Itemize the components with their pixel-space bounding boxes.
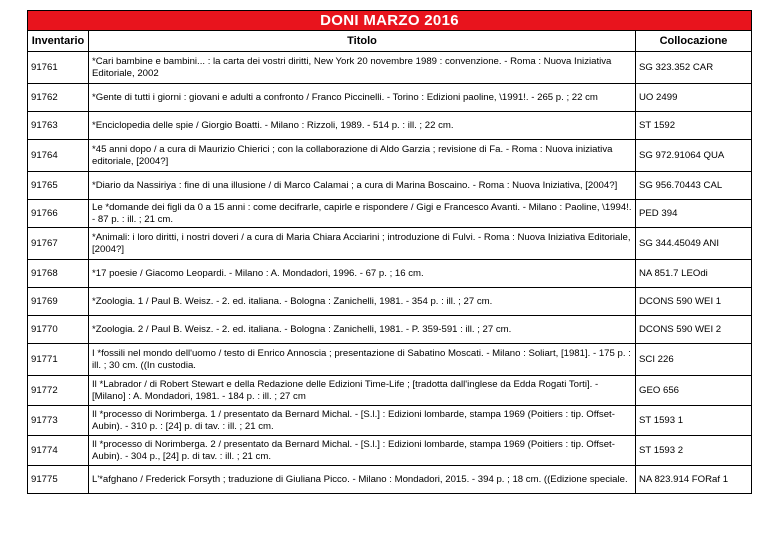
table-row	[28, 52, 752, 84]
donations-table	[27, 10, 752, 494]
inventario-cell: 91772	[28, 376, 89, 406]
header-titolo: Titolo	[89, 31, 636, 52]
table-row	[28, 344, 752, 376]
inventario-cell: 91762	[28, 84, 89, 112]
collocazione-cell: ST 1593 1	[636, 406, 752, 436]
table-row	[28, 316, 752, 344]
collocazione-cell: ST 1592	[636, 112, 752, 140]
header-collocazione: Collocazione	[636, 31, 752, 52]
table-row	[28, 406, 752, 436]
collocazione-cell: DCONS 590 WEI 1	[636, 288, 752, 316]
collocazione-cell: DCONS 590 WEI 2	[636, 316, 752, 344]
table-row	[28, 172, 752, 200]
titolo-cell: *Zoologia. 1 / Paul B. Weisz. - 2. ed. italiana. - Bologna : Zanichelli, 1981. - 354 p. : ill. ; 27 cm.	[89, 288, 636, 316]
donations-sheet	[27, 10, 751, 494]
titolo-cell: *Gente di tutti i giorni : giovani e adulti a confronto / Franco Piccinelli. - Torino : Edizioni paoline, \1991!. - 265 p. ; 22 cm	[89, 84, 636, 112]
titolo-cell: I *fossili nel mondo dell'uomo / testo di Enrico Annoscia ; presentazione di Sabatino Moscati. - Milano : Soliart, [1981]. - 175 p. : ill. ; 30 cm. ((In custodia.	[89, 344, 636, 376]
table-row	[28, 466, 752, 494]
inventario-cell: 91775	[28, 466, 89, 494]
inventario-cell: 91769	[28, 288, 89, 316]
collocazione-cell: PED 394	[636, 200, 752, 228]
collocazione-cell: SCI 226	[636, 344, 752, 376]
titolo-cell: *17 poesie / Giacomo Leopardi. - Milano : A. Mondadori, 1996. - 67 p. ; 16 cm.	[89, 260, 636, 288]
table-row	[28, 228, 752, 260]
collocazione-cell: UO 2499	[636, 84, 752, 112]
table-row	[28, 112, 752, 140]
table-row	[28, 84, 752, 112]
collocazione-cell: SG 972.91064 QUA	[636, 140, 752, 172]
table-row	[28, 200, 752, 228]
titolo-cell: Il *Labrador / di Robert Stewart e della Redazione delle Edizioni Time-Life ; [tradotta dall'inglese da Edda Rogati Torti]. - [Milano] : A. Mondadori, 1981. - 184 p. : ill. ; 27 cm	[89, 376, 636, 406]
titolo-cell: Il *processo di Norimberga. 2 / presentato da Bernard Michal. - [S.l.] : Edizioni lombarde, stampa 1969 (Poitiers : tip. Offset-Aubin). - 304 p., [24] p. di tav. : ill. ; 21 cm.	[89, 436, 636, 466]
inventario-cell: 91771	[28, 344, 89, 376]
inventario-cell: 91770	[28, 316, 89, 344]
table-row	[28, 288, 752, 316]
titolo-cell: *Zoologia. 2 / Paul B. Weisz. - 2. ed. italiana. - Bologna : Zanichelli, 1981. - P. 359-591 : ill. ; 27 cm.	[89, 316, 636, 344]
titolo-cell: *Cari bambine e bambini... : la carta dei vostri diritti, New York 20 novembre 1989 : convenzione. - Roma : Nuova Iniziativa Editoriale, 2002	[89, 52, 636, 84]
titolo-cell: L'*afghano / Frederick Forsyth ; traduzione di Giuliana Picco. - Milano : Mondadori, 2015. - 394 p. ; 18 cm. ((Edizione speciale.	[89, 466, 636, 494]
collocazione-cell: GEO 656	[636, 376, 752, 406]
inventario-cell: 91767	[28, 228, 89, 260]
titolo-cell: *Diario da Nassiriya : fine di una illusione / di Marco Calamai ; a cura di Marina Boscaino. - Roma : Nuova Iniziativa, [2004?]	[89, 172, 636, 200]
collocazione-cell: ST 1593 2	[636, 436, 752, 466]
table-row	[28, 436, 752, 466]
collocazione-cell: NA 823.914 FORaf 1	[636, 466, 752, 494]
table-row	[28, 140, 752, 172]
table-row	[28, 260, 752, 288]
header-inventario: Inventario	[28, 31, 89, 52]
inventario-cell: 91773	[28, 406, 89, 436]
titolo-cell: Le *domande dei figli da 0 a 15 anni : come decifrarle, capirle e rispondere / Gigi e Francesco Avanti. - Milano : Paoline, \1994!. - 87 p. : ill. ; 21 cm.	[89, 200, 636, 228]
inventario-cell: 91764	[28, 140, 89, 172]
sheet-title: DONI MARZO 2016	[28, 11, 752, 31]
table-row	[28, 376, 752, 406]
inventario-cell: 91763	[28, 112, 89, 140]
collocazione-cell: SG 344.45049 ANI	[636, 228, 752, 260]
inventario-cell: 91774	[28, 436, 89, 466]
titolo-cell: *Enciclopedia delle spie / Giorgio Boatti. - Milano : Rizzoli, 1989. - 514 p. : ill. ; 22 cm.	[89, 112, 636, 140]
collocazione-cell: NA 851.7 LEOdi	[636, 260, 752, 288]
table-body	[28, 52, 752, 494]
inventario-cell: 91768	[28, 260, 89, 288]
titolo-cell: Il *processo di Norimberga. 1 / presentato da Bernard Michal. - [S.l.] : Edizioni lombarde, stampa 1969 (Poitiers : tip. Offset-Aubin). - 310 p. : [24] p. di tav. : ill. ; 21 cm.	[89, 406, 636, 436]
titolo-cell: *Animali: i loro diritti, i nostri doveri / a cura di Maria Chiara Acciarini ; introduzione di Fulvi. - Roma : Nuova Iniziativa Editoriale, [2004?]	[89, 228, 636, 260]
inventario-cell: 91761	[28, 52, 89, 84]
collocazione-cell: SG 956.70443 CAL	[636, 172, 752, 200]
collocazione-cell: SG 323.352 CAR	[636, 52, 752, 84]
inventario-cell: 91766	[28, 200, 89, 228]
inventario-cell: 91765	[28, 172, 89, 200]
titolo-cell: *45 anni dopo / a cura di Maurizio Chierici ; con la collaborazione di Aldo Garzia ; revisione di Fa. - Roma : Nuova iniziativa editoriale, [2004?]	[89, 140, 636, 172]
header-row	[28, 31, 752, 52]
